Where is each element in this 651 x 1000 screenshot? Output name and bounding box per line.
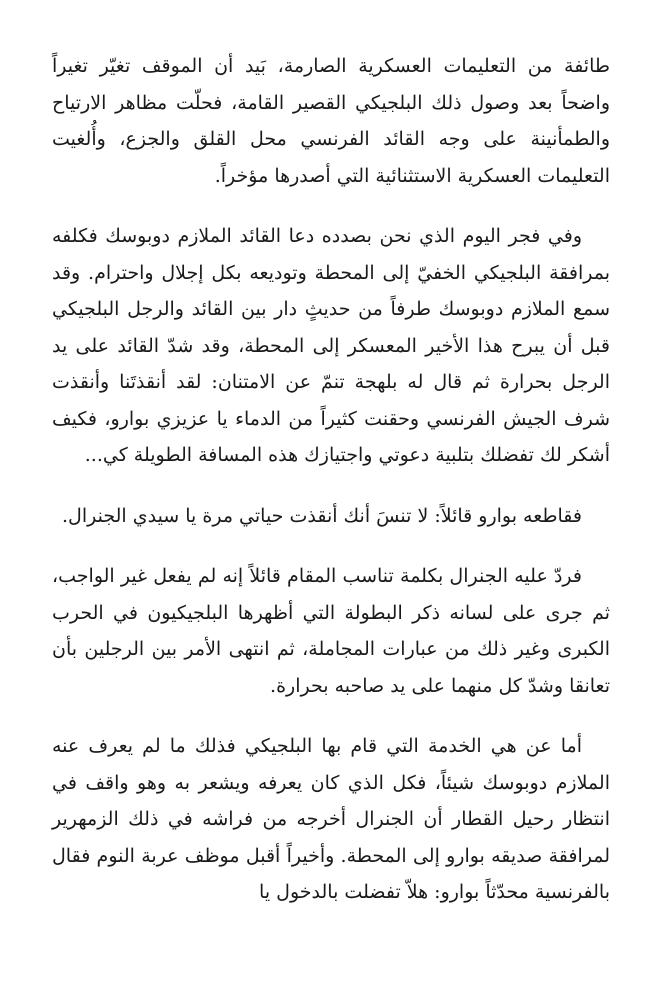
paragraph-3: فقاطعه بوارو قائلاً: لا تنسَ أنك أنقذت حياتي مرة يا سيدي الجنرال. [62,504,582,527]
paragraph-4: فردّ عليه الجنرال بكلمة تناسب المقام قائلاً إنه لم يفعل غير الواجب، ثم جرى على لسانه ذكر البطولة التي أظهرها البلجيكيون في الحرب الكبرى وغير ذلك من عبارات المجاملة، ثم انتهى الأمر بين الرجلين بأن تعانقا وشدّ كل منهما على يد صاحبه بحرارة. [52,565,610,697]
paragraph-5: أما عن هي الخدمة التي قام بها البلجيكي فذلك ما لم يعرف عنه الملازم دوبوسك شيئاً، فكل الذي كان يعرفه ويشعر به وهو واقف في انتظار رحيل القطار أن الجنرال أخرجه من فراشه في ذلك الزمهرير لمرافقة صديقه بوارو إلى المحطة. وأخيراً أقبل موظف عربة النوم فقال بالفرنسية محدّثاً بوارو: هلاّ تفضلت بالدخول يا [52,735,610,903]
paragraph-1: طائفة من التعليمات العسكرية الصارمة، بَيد أن الموقف تغيّر تغيراً واضحاً بعد وصول ذلك البلجيكي القصير القامة، فحلّت مظاهر الارتياح والطمأنينة على وجه القائد الفرنسي محل القلق والجزع، وأُلغيت التعليمات العسكرية الاستثنائية التي أصدرها مؤخراً. [52,55,610,187]
paragraph-2: وفي فجر اليوم الذي نحن بصدده دعا القائد الملازم دوبوسك فكلفه بمرافقة البلجيكي الخفيّ إلى المحطة وتوديعه بكل إجلال واحترام. وقد سمع الملازم دوبوسك طرفاً من حديثٍ دار بين القائد والرجل البلجيكي قبل أن يبرح هذا الأخير المعسكر إلى المحطة، وقد شدّ القائد على يد الرجل بحرارة ثم قال له بلهجة تنمّ عن الامتنان: لقد أنقذتَنا وأنقذت شرف الجيش الفرنسي وحقنت كثيراً من الدماء يا عزيزي بوارو، فكيف أشكر لك تفضلك بتلبية دعوتي واجتيازك هذه المسافة الطويلة كي... [52,225,610,466]
